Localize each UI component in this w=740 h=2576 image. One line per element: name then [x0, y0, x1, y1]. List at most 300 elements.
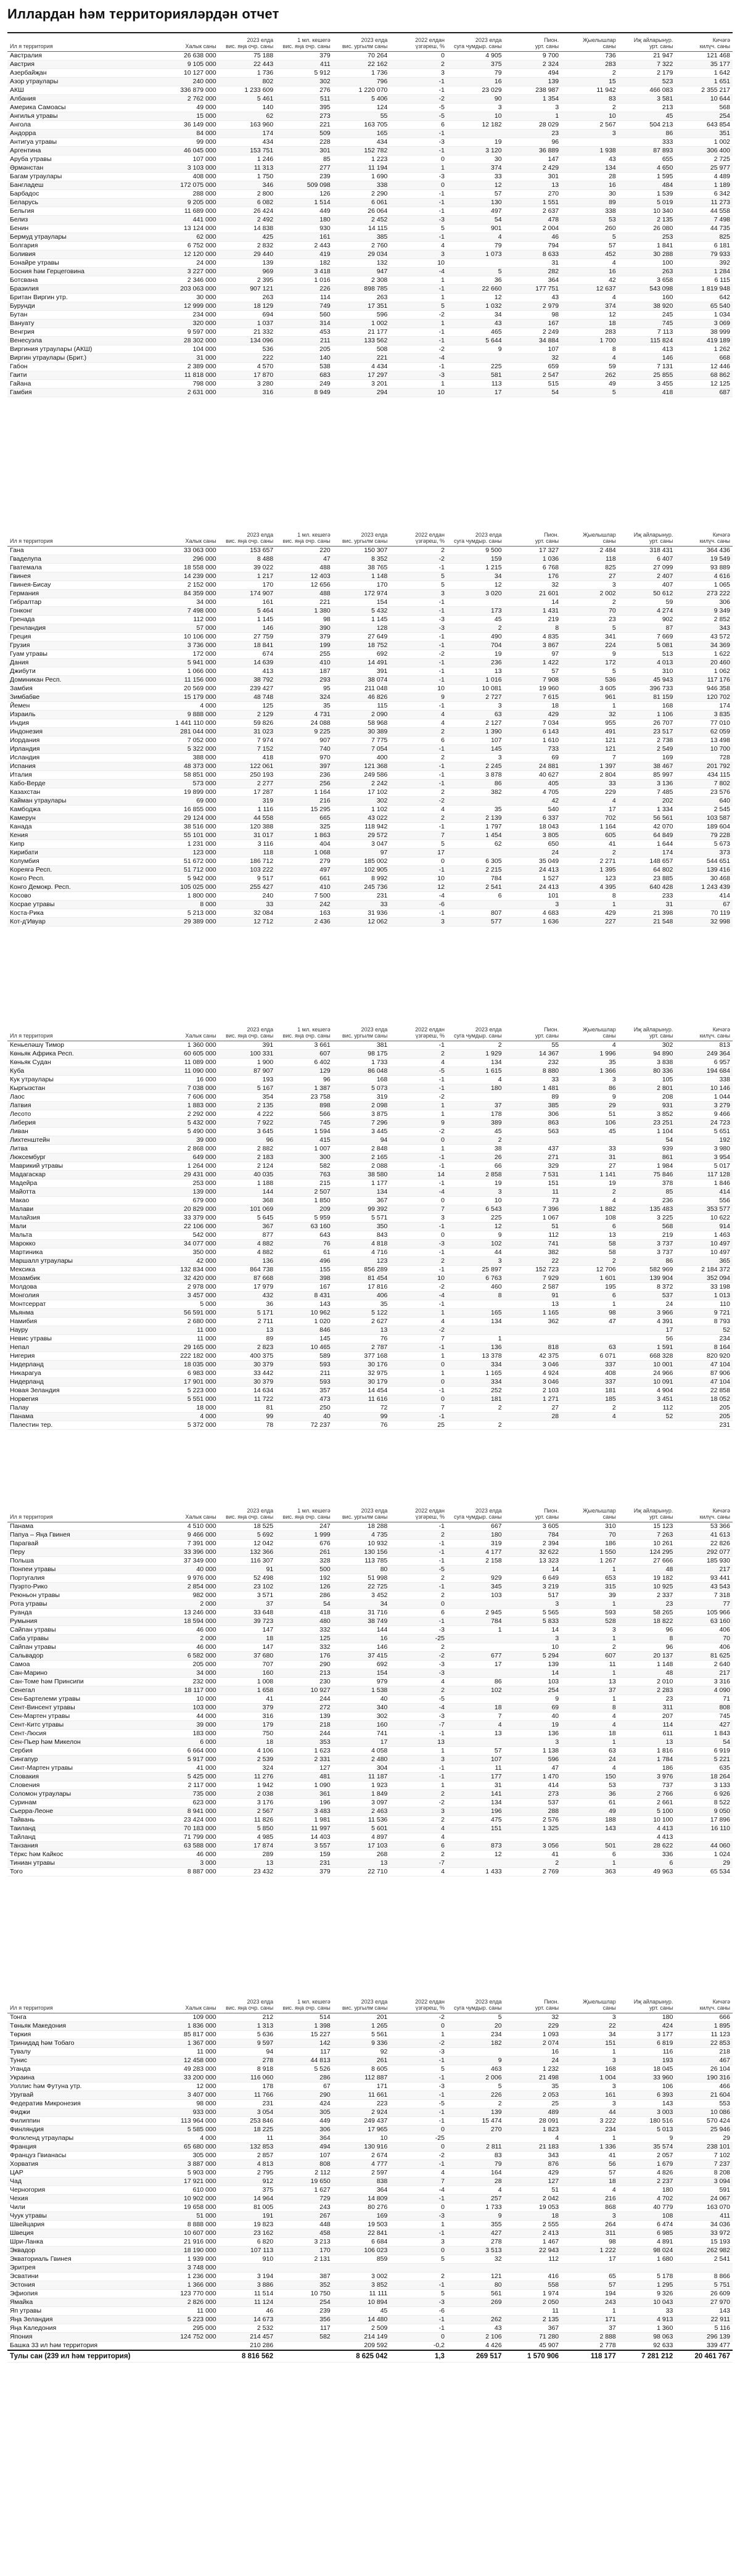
- table-row: [7, 1756, 733, 1764]
- table-cell: 79: [447, 242, 504, 250]
- table-row: [7, 1335, 733, 1344]
- table-cell: -4: [390, 1188, 447, 1197]
- table-cell: 319: [219, 797, 276, 806]
- table-cell: 143: [276, 1300, 333, 1309]
- table-cell: 467: [675, 2057, 733, 2065]
- table-cell: 123 000: [162, 849, 219, 857]
- table-cell: 8 949: [276, 389, 333, 397]
- table-cell: 81 005: [219, 2203, 276, 2212]
- table-cell: 9: [561, 1093, 619, 1102]
- column-header: Җыелышлар саны: [561, 35, 619, 52]
- table-cell: 4 274: [619, 607, 676, 616]
- table-row: [7, 1119, 733, 1128]
- table-cell: 11 273: [675, 199, 733, 207]
- table-row: [7, 667, 733, 676]
- table-cell: 314: [276, 320, 333, 328]
- table-cell: 1 246: [219, 155, 276, 164]
- table-cell: 3: [447, 1257, 504, 1266]
- country-name: Камерун: [7, 814, 162, 823]
- table-cell: 1 360 000: [162, 1041, 219, 1050]
- table-cell: 34 369: [675, 642, 733, 650]
- country-name: Палестин тер.: [7, 1421, 162, 1430]
- table-row: [7, 190, 733, 199]
- table-cell: 12: [447, 1223, 504, 1231]
- table-cell: 22 841: [333, 2229, 390, 2238]
- table-cell: 2 795: [219, 2169, 276, 2178]
- table-cell: 11: [447, 1764, 504, 1773]
- table-cell: 582: [276, 2333, 333, 2342]
- table-cell: 13: [447, 1730, 504, 1738]
- table-cell: 3 451: [619, 1395, 676, 1404]
- country-name: Яңа Каледония: [7, 2324, 162, 2333]
- table-cell: 107: [276, 2152, 333, 2160]
- table-cell: 238 101: [675, 2143, 733, 2152]
- table-cell: -1: [390, 1041, 447, 1050]
- table-cell: 5 917 000: [162, 1756, 219, 1764]
- table-cell: 2 135: [619, 216, 676, 225]
- table-cell: 161: [561, 2091, 619, 2100]
- table-cell: 8 941 000: [162, 1807, 219, 1816]
- table-cell: 9: [447, 2212, 504, 2221]
- table-cell: 52 498: [219, 1574, 276, 1583]
- table-cell: 1: [504, 112, 562, 121]
- table-cell: 27: [504, 1404, 562, 1413]
- table-cell: 2 135: [219, 1102, 276, 1110]
- table-row: [7, 2100, 733, 2108]
- table-cell: 33 972: [675, 2229, 733, 2238]
- table-cell: 98 024: [619, 2247, 676, 2255]
- table-cell: 3 557: [276, 1842, 333, 1851]
- table-cell: 25: [390, 1421, 447, 1430]
- table-cell: 256: [276, 780, 333, 788]
- table-cell: 28 302 000: [162, 337, 219, 345]
- table-cell: 193: [619, 2057, 676, 2065]
- table-cell: 17: [333, 1738, 390, 1747]
- table-cell: 1 882: [561, 1205, 619, 1214]
- table-row: [7, 2065, 733, 2074]
- table-cell: 170: [333, 581, 390, 590]
- table-cell: -1: [390, 866, 447, 875]
- table-cell: 363: [561, 1868, 619, 1876]
- table-cell: 570 424: [675, 2117, 733, 2126]
- table-cell: -5: [390, 1566, 447, 1574]
- table-row: [7, 52, 733, 60]
- table-cell: 500: [276, 1566, 333, 1574]
- table-cell: 391: [333, 667, 390, 676]
- table-cell: 2 576: [504, 1816, 562, 1825]
- table-cell: 177: [447, 1773, 504, 1781]
- table-cell: 116: [619, 2048, 676, 2057]
- table-cell: 10 465: [276, 1344, 333, 1352]
- table-cell: 34 077 000: [162, 1240, 219, 1249]
- table-row: [7, 302, 733, 311]
- table-cell: 2 074: [504, 2039, 562, 2048]
- table-cell: 118: [561, 555, 619, 564]
- country-name: Казахстан: [7, 788, 162, 797]
- table-cell: 5: [447, 2083, 504, 2091]
- table-cell: -3: [390, 616, 447, 624]
- table-cell: 2 152 000: [162, 581, 219, 590]
- table-cell: 43 572: [675, 633, 733, 642]
- table-cell: 38 792: [219, 676, 276, 685]
- table-cell: 51 712 000: [162, 866, 219, 875]
- table-cell: 7 775: [333, 737, 390, 745]
- table-cell: 7 102: [675, 2152, 733, 2160]
- table-cell: 329: [504, 1162, 562, 1171]
- table-row: [7, 2342, 733, 2351]
- table-cell: 193: [219, 1076, 276, 1084]
- country-name: Монголия: [7, 1292, 162, 1300]
- table-cell: 81 159: [619, 693, 676, 702]
- table-cell: 3: [504, 104, 562, 112]
- column-header: Пион. урт. саны: [504, 35, 562, 52]
- table-cell: 4 835: [504, 633, 562, 642]
- table-cell: 1: [390, 2031, 447, 2039]
- table-cell: 38 580: [333, 1171, 390, 1179]
- table-cell: -1: [390, 1387, 447, 1395]
- table-cell: 1 002: [333, 320, 390, 328]
- table-cell: 3 887 000: [162, 2160, 219, 2169]
- table-cell: 3 875: [333, 1110, 390, 1119]
- table-cell: 254: [675, 112, 733, 121]
- table-cell: 192: [675, 1136, 733, 1145]
- table-cell: 70 183 000: [162, 1825, 219, 1833]
- table-row: [7, 840, 733, 849]
- table-cell: 8 208: [675, 2169, 733, 2178]
- country-name: Кайман утраулары: [7, 797, 162, 806]
- table-cell: 2 355 217: [675, 86, 733, 95]
- table-row: [7, 866, 733, 875]
- table-cell: 210 286: [219, 2342, 276, 2351]
- table-cell: 161: [276, 233, 333, 242]
- table-cell: 168: [333, 1076, 390, 1084]
- table-cell: 2 979: [504, 302, 562, 311]
- table-cell: [447, 354, 504, 363]
- table-cell: 379: [276, 1868, 333, 1876]
- table-cell: 5: [561, 233, 619, 242]
- table-cell: 7: [390, 2178, 447, 2186]
- table-cell: 48: [619, 1669, 676, 1678]
- table-cell: 13 246 000: [162, 1609, 219, 1617]
- table-cell: 1 284: [675, 268, 733, 276]
- table-cell: 26 064: [333, 207, 390, 216]
- table-cell: 45 907: [504, 2342, 562, 2351]
- table-cell: 15 123: [619, 1522, 676, 1531]
- table-cell: 267: [276, 2212, 333, 2221]
- table-cell: 946 358: [675, 685, 733, 693]
- table-cell: 33: [561, 780, 619, 788]
- table-cell: 2 852: [675, 616, 733, 624]
- table-cell: 8: [504, 624, 562, 633]
- table-cell: 114: [276, 294, 333, 302]
- table-row: [7, 711, 733, 719]
- table-cell: 19: [447, 650, 504, 659]
- table-cell: 262: [561, 371, 619, 380]
- table-cell: 497: [447, 207, 504, 216]
- table-row: [7, 685, 733, 693]
- table-cell: 5 081: [619, 642, 676, 650]
- table-cell: 2 038: [219, 1790, 276, 1799]
- table-cell: 8: [561, 345, 619, 354]
- table-cell: 76: [333, 1421, 390, 1430]
- table-cell: 207: [619, 1712, 676, 1721]
- table-cell: 398: [276, 1274, 333, 1283]
- table-cell: [561, 1326, 619, 1335]
- table-block: [7, 35, 733, 397]
- table-cell: 2: [390, 1531, 447, 1540]
- table-cell: 75 846: [619, 1171, 676, 1179]
- table-cell: 2 443: [276, 242, 333, 250]
- country-name: Эфиопия: [7, 2290, 162, 2298]
- table-row: [7, 2134, 733, 2143]
- table-cell: 139: [447, 2108, 504, 2117]
- table-cell: 18: [219, 1738, 276, 1747]
- table-cell: 42 000: [162, 1257, 219, 1266]
- table-cell: 683: [276, 371, 333, 380]
- table-cell: 57: [504, 667, 562, 676]
- table-row: [7, 1799, 733, 1807]
- table-cell: 132 834 000: [162, 1266, 219, 1274]
- country-name: Синт-Мартен утравы: [7, 1764, 162, 1773]
- table-cell: 1 334: [619, 806, 676, 814]
- table-cell: 818: [504, 1344, 562, 1352]
- table-cell: 3: [447, 104, 504, 112]
- table-cell: 8 866: [675, 2273, 733, 2281]
- table-cell: 8 522: [675, 1799, 733, 1807]
- table-cell: 22 858: [675, 1387, 733, 1395]
- table-cell: 4: [447, 1076, 504, 1084]
- table-cell: 18 043: [504, 823, 562, 832]
- table-cell: -2: [390, 1128, 447, 1136]
- table-cell: 391: [219, 1041, 276, 1050]
- table-cell: 169: [333, 2212, 390, 2221]
- table-cell: 293: [276, 676, 333, 685]
- table-cell: 187: [276, 667, 333, 676]
- country-name: Австралия: [7, 52, 162, 60]
- table-cell: 929: [447, 1574, 504, 1583]
- table-cell: 134: [447, 1059, 504, 1067]
- table-cell: 4 818: [333, 1240, 390, 1249]
- table-cell: 4 058: [333, 1747, 390, 1756]
- table-cell: 1 366 000: [162, 2281, 219, 2290]
- table-cell: 1 395: [561, 866, 619, 875]
- country-name: Зимбабве: [7, 693, 162, 702]
- table-cell: 70 119: [675, 909, 733, 918]
- table-cell: 271: [504, 1154, 562, 1162]
- table-cell: 2: [390, 814, 447, 823]
- table-cell: 34 036: [675, 2221, 733, 2229]
- country-name: Төньяк Македония: [7, 2022, 162, 2031]
- table-cell: 6 393: [619, 2091, 676, 2100]
- country-name: Кения: [7, 832, 162, 840]
- table-cell: 418: [276, 1609, 333, 1617]
- table-cell: 292 077: [675, 1548, 733, 1557]
- column-header: Пион. урт. саны: [504, 529, 562, 547]
- table-cell: 9 597: [219, 2039, 276, 2048]
- table-cell: 98: [561, 1309, 619, 1318]
- table-cell: 132 366: [219, 1548, 276, 1557]
- table-cell: -2: [390, 345, 447, 354]
- table-cell: 868: [561, 2203, 619, 2212]
- table-cell: 21 601: [504, 590, 562, 598]
- total-cell: 118 177: [561, 2350, 619, 2363]
- table-cell: 253: [619, 233, 676, 242]
- table-cell: 1 750: [219, 173, 276, 181]
- table-cell: 16: [561, 181, 619, 190]
- table-cell: 611: [619, 1730, 676, 1738]
- table-cell: 2 738: [619, 737, 676, 745]
- table-row: [7, 1557, 733, 1566]
- table-cell: 1 422: [504, 659, 562, 667]
- column-header: Кичәгә килүч. саны: [675, 529, 733, 547]
- table-row: [7, 2195, 733, 2203]
- table-cell: 2 769: [504, 1868, 562, 1876]
- table-cell: -1: [390, 1344, 447, 1352]
- table-cell: 263: [219, 294, 276, 302]
- table-cell: 1 367 000: [162, 2039, 219, 2048]
- table-cell: 6 763: [447, 1274, 504, 1283]
- table-cell: 1 642: [675, 69, 733, 78]
- table-cell: [162, 2342, 219, 2351]
- table-cell: 125: [219, 702, 276, 711]
- table-cell: 2 346 000: [162, 276, 219, 285]
- table-cell: 43: [447, 320, 504, 328]
- table-cell: 3 418: [276, 268, 333, 276]
- country-name: Сен-Бартелеми утравы: [7, 1695, 162, 1704]
- table-cell: 60 605 000: [162, 1050, 219, 1059]
- table-row: [7, 1378, 733, 1387]
- table-row: [7, 1387, 733, 1395]
- table-cell: 27 649: [333, 633, 390, 642]
- table-cell: 127: [504, 2178, 562, 2186]
- table-cell: 3 046: [504, 1361, 562, 1369]
- table-cell: -6: [390, 2307, 447, 2316]
- table-cell: 98: [561, 2238, 619, 2247]
- table-cell: 496: [276, 1257, 333, 1266]
- country-name: Фолкленд утраулары: [7, 2134, 162, 2143]
- country-name: Гайана: [7, 380, 162, 389]
- country-name: Камбоджа: [7, 806, 162, 814]
- table-cell: 2 413: [504, 2229, 562, 2238]
- table-cell: 676: [276, 1540, 333, 1548]
- table-cell: 418: [219, 754, 276, 762]
- table-cell: 11 766: [219, 2091, 276, 2100]
- table-cell: 96: [276, 1076, 333, 1084]
- table-cell: 873: [447, 1842, 504, 1851]
- country-name: Эсватини: [7, 2273, 162, 2281]
- table-cell: 43: [447, 2324, 504, 2333]
- table-cell: 1: [561, 1300, 619, 1309]
- table-cell: 593: [561, 1609, 619, 1617]
- table-cell: [447, 2307, 504, 2316]
- table-row: [7, 285, 733, 294]
- table-cell: 173: [447, 607, 504, 616]
- table-cell: 19 960: [504, 685, 562, 693]
- table-cell: 3 279: [675, 1102, 733, 1110]
- country-name: Бурунди: [7, 302, 162, 311]
- table-cell: 25: [504, 2100, 562, 2108]
- table-cell: 145: [276, 1335, 333, 1344]
- table-cell: 68 862: [675, 371, 733, 380]
- table-cell: 35: [561, 1059, 619, 1067]
- table-cell: 3: [504, 1738, 562, 1747]
- table-cell: 10 932: [333, 1540, 390, 1548]
- table-cell: 2 010: [619, 1678, 676, 1686]
- column-header: Пион. урт. саны: [504, 1024, 562, 1041]
- table-row: [7, 547, 733, 555]
- country-name: Перу: [7, 1548, 162, 1557]
- table-cell: 226: [276, 285, 333, 294]
- table-cell: 9 105 000: [162, 60, 219, 69]
- table-cell: 26 638 000: [162, 52, 219, 60]
- table-cell: 8: [561, 892, 619, 901]
- country-name: Бразилия: [7, 285, 162, 294]
- country-name: Тёркс һәм Кайкос: [7, 1851, 162, 1859]
- table-row: [7, 1145, 733, 1154]
- table-cell: -1: [390, 2229, 447, 2238]
- table-cell: 227: [561, 918, 619, 927]
- table-cell: [504, 2264, 562, 2273]
- table-cell: -1: [390, 2195, 447, 2203]
- table-cell: 75 188: [219, 52, 276, 60]
- table-cell: 2: [561, 1257, 619, 1266]
- table-cell: 3: [561, 1076, 619, 1084]
- table-cell: 20 137: [619, 1652, 676, 1661]
- table-cell: 28: [447, 2178, 504, 2186]
- table-cell: -2: [390, 1652, 447, 1661]
- table-cell: 3: [390, 1214, 447, 1223]
- table-cell: 24: [504, 849, 562, 857]
- table-cell: 1 236 000: [162, 2273, 219, 2281]
- table-cell: 7 038 000: [162, 1084, 219, 1093]
- country-name: Саба утравы: [7, 1635, 162, 1643]
- table-cell: 2 129: [219, 711, 276, 719]
- table-cell: 47 104: [675, 1361, 733, 1369]
- table-cell: 30 000: [162, 294, 219, 302]
- table-cell: 2 292 000: [162, 1110, 219, 1119]
- table-cell: 336: [619, 1851, 676, 1859]
- table-cell: 153 751: [219, 147, 276, 155]
- table-cell: 2 555: [504, 2221, 562, 2229]
- table-cell: 11 187: [333, 1773, 390, 1781]
- country-name: Кабо-Верде: [7, 780, 162, 788]
- table-row: [7, 1652, 733, 1661]
- table-cell: 2 179: [619, 69, 676, 78]
- column-header: 2023 елда вис. яңа очр. саны: [219, 35, 276, 52]
- table-cell: 0: [390, 1231, 447, 1240]
- table-cell: 610 000: [162, 2186, 219, 2195]
- table-cell: 8 918: [219, 2065, 276, 2074]
- country-name: Тонга: [7, 2013, 162, 2022]
- table-cell: 1 223: [333, 155, 390, 164]
- table-cell: 318 431: [619, 547, 676, 555]
- table-cell: 31: [504, 259, 562, 268]
- table-cell: 249 364: [675, 1050, 733, 1059]
- table-cell: 1 102: [333, 806, 390, 814]
- table-cell: 142: [276, 2039, 333, 2048]
- table-cell: 24: [504, 2057, 562, 2065]
- table-cell: 12 042: [219, 1540, 276, 1548]
- table-cell: 4: [390, 806, 447, 814]
- table-cell: 101: [504, 892, 562, 901]
- table-cell: 763: [276, 1171, 333, 1179]
- country-name: Мадагаскар: [7, 1171, 162, 1179]
- table-cell: 939: [619, 1145, 676, 1154]
- table-cell: 168: [561, 2065, 619, 2074]
- column-header: Җыелышлар саны: [561, 529, 619, 547]
- table-cell: 286: [276, 2074, 333, 2083]
- table-cell: 116 060: [219, 2074, 276, 2083]
